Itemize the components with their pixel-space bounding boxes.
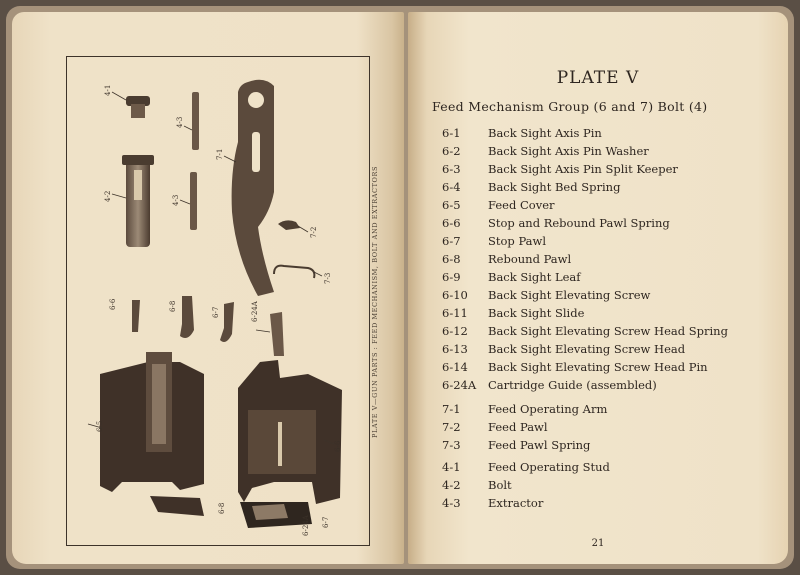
feed-cover-part xyxy=(88,352,204,516)
figure-label: 6-6 xyxy=(334,440,342,452)
bolt-part xyxy=(112,155,154,247)
part-name: Back Sight Elevating Screw Head xyxy=(488,342,686,356)
open-book xyxy=(6,6,794,569)
right-page xyxy=(408,12,788,564)
figure-label: 4-3 xyxy=(176,116,184,128)
stop-and-rebound-pawl-spring-part xyxy=(132,300,140,332)
part-number: 6-14 xyxy=(442,360,468,374)
gun-parts-illustration xyxy=(12,12,404,564)
part-name: Feed Operating Stud xyxy=(488,460,610,474)
part-name: Back Sight Slide xyxy=(488,306,585,320)
extractor-part-upper xyxy=(184,92,199,150)
figure-label: 6-24A xyxy=(302,515,310,536)
part-number: 4-1 xyxy=(442,460,461,474)
part-name: Back Sight Leaf xyxy=(488,270,581,284)
part-number: 6-5 xyxy=(442,198,461,212)
figure-label: 4-3 xyxy=(172,194,180,206)
figure-label: 6-7 xyxy=(212,306,220,318)
part-name: Feed Pawl Spring xyxy=(488,438,591,452)
feed-pawl-part xyxy=(278,220,308,232)
part-number: 7-2 xyxy=(442,420,461,434)
plate-title: PLATE V xyxy=(556,68,640,88)
figure-label: 6-7 xyxy=(322,516,330,528)
part-name: Back Sight Elevating Screw xyxy=(488,288,651,302)
part-name: Feed Cover xyxy=(488,198,555,212)
part-name: Extractor xyxy=(488,496,544,510)
part-name: Bolt xyxy=(488,478,512,492)
figure-label: 6-5 xyxy=(96,420,104,432)
part-number: 7-3 xyxy=(442,438,461,452)
figure-label: 7-3 xyxy=(324,272,332,284)
figure-label: 4-2 xyxy=(104,190,112,202)
rebound-pawl-part xyxy=(180,296,194,338)
part-number: 6-24A xyxy=(442,378,477,392)
part-number: 7-1 xyxy=(442,402,461,416)
part-number: 6-13 xyxy=(442,342,468,356)
figure-label: 6-8 xyxy=(218,502,226,514)
part-number: 6-9 xyxy=(442,270,461,284)
part-number: 6-3 xyxy=(442,162,461,176)
page-number: 21 xyxy=(591,538,605,549)
part-number: 6-10 xyxy=(442,288,468,302)
stop-pawl-part xyxy=(220,302,234,342)
plate-caption: PLATE V—GUN PARTS : FEED MECHANISM, BOLT AND EXTRACTORS xyxy=(371,165,379,439)
part-name: Back Sight Axis Pin Split Keeper xyxy=(488,162,678,176)
part-name: Back Sight Elevating Screw Head Pin xyxy=(488,360,708,374)
part-number: 6-1 xyxy=(442,126,461,140)
part-name: Feed Operating Arm xyxy=(488,402,608,416)
feed-operating-stud-part xyxy=(112,92,150,118)
figure-label: 7-2 xyxy=(310,226,318,238)
part-name: Back Sight Axis Pin Washer xyxy=(488,144,649,158)
part-name: Cartridge Guide (assembled) xyxy=(488,378,657,392)
part-number: 6-4 xyxy=(442,180,461,194)
feed-cover-assembly-part xyxy=(238,360,342,528)
part-number: 6-8 xyxy=(442,252,461,266)
part-name: Stop Pawl xyxy=(488,234,547,248)
feed-operating-arm-part xyxy=(224,80,274,296)
figure-label: 6-6 xyxy=(109,298,117,310)
figure-label: 6-8 xyxy=(169,300,177,312)
part-number: 6-11 xyxy=(442,306,468,320)
plate-subtitle: Feed Mechanism Group (6 and 7) Bolt (4) xyxy=(432,99,708,114)
part-name: Back Sight Elevating Screw Head Spring xyxy=(488,324,728,338)
part-name: Back Sight Bed Spring xyxy=(488,180,621,194)
left-page xyxy=(12,12,404,564)
figure-label: 7-1 xyxy=(216,148,224,160)
figure-label: 6-24A xyxy=(251,301,259,322)
part-number: 4-3 xyxy=(442,496,461,510)
part-number: 6-12 xyxy=(442,324,468,338)
part-number: 4-2 xyxy=(442,478,461,492)
part-name: Feed Pawl xyxy=(488,420,548,434)
cartridge-guide-part xyxy=(256,312,284,356)
part-name: Stop and Rebound Pawl Spring xyxy=(488,216,670,230)
part-name: Back Sight Axis Pin xyxy=(488,126,602,140)
part-number: 6-6 xyxy=(442,216,461,230)
part-name: Rebound Pawl xyxy=(488,252,572,266)
figure-label: 4-1 xyxy=(104,84,112,96)
extractor-part-lower xyxy=(180,172,197,230)
part-number: 6-7 xyxy=(442,234,461,248)
feed-pawl-spring-part xyxy=(274,266,322,278)
part-number: 6-2 xyxy=(442,144,461,158)
